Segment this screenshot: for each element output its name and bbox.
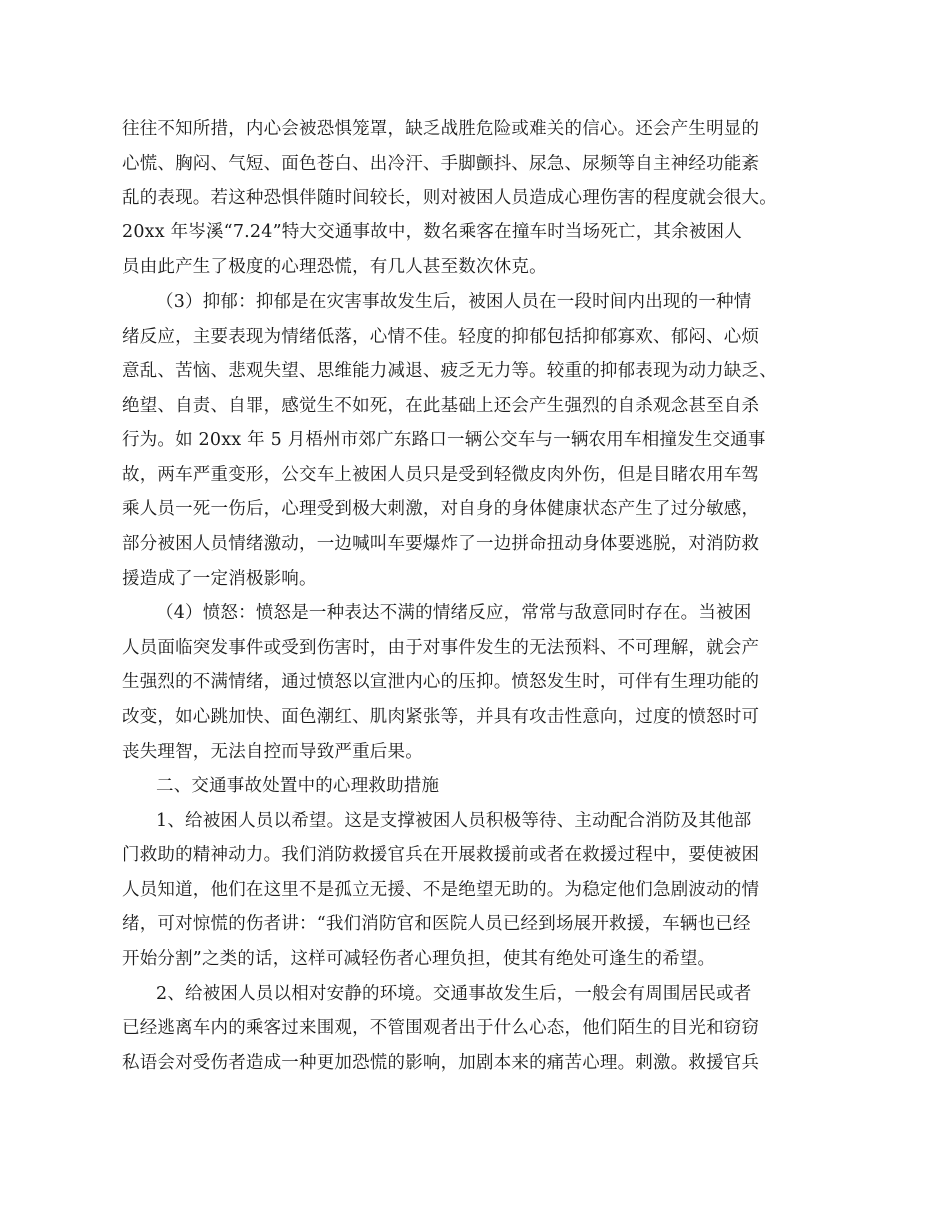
text-line: 20xx 年岑溪“7.24”特大交通事故中，数名乘客在撞车时当场死亡，其余被困人 (122, 222, 742, 242)
text-line: （3）抑郁：抑郁是在灾害事故发生后，被困人员在一段时间内出现的一种情 (156, 292, 752, 312)
text-line: 意乱、苦恼、悲观失望、思维能力减退、疲乏无力等。较重的抑郁表现为动力缺乏、 (122, 361, 777, 381)
text-line: 往往不知所措，内心会被恐惧笼罩，缺乏战胜危险或难关的信心。还会产生明显的 (122, 119, 760, 139)
text-line: 援造成了一定消极影响。 (122, 569, 317, 589)
text-line: 人员知道，他们在这里不是孤立无援、不是绝望无助的。为稳定他们急剧波动的情 (122, 880, 760, 900)
text-line: 部分被困人员情绪激动，一边喊叫车要爆炸了一边拼命扭动身体要逃脱，对消防救 (122, 534, 760, 554)
text-line: 生强烈的不满情绪，通过愤怒以宣泄内心的压抑。愤怒发生时，可伴有生理功能的 (122, 672, 760, 692)
text-line: 乱的表现。若这种恐惧伴随时间较长，则对被困人员造成心理伤害的程度就会很大。 (122, 188, 777, 208)
text-line: 故，两车严重变形，公交车上被困人员只是受到轻微皮肉外伤，但是目睹农用车驾 (122, 465, 760, 485)
text-line: 已经逃离车内的乘客过来围观，不管围观者出于什么心态，他们陌生的目光和窃窃 (122, 1018, 760, 1038)
text-line: 绝望、自责、自罪，感觉生不如死，在此基础上还会产生强烈的自杀观念甚至自杀 (122, 396, 760, 416)
text-line: （4）愤怒：愤怒是一种表达不满的情绪反应，常常与敌意同时存在。当被困 (156, 603, 752, 623)
text-line: 改变，如心跳加快、面色潮红、肌肉紧张等，并具有攻击性意向，过度的愤怒时可 (122, 707, 760, 727)
section-heading: 二、交通事故处置中的心理救助措施 (156, 776, 440, 796)
text-line: 心慌、胸闷、气短、面色苍白、出冷汗、手脚颤抖、尿急、尿频等自主神经功能紊 (122, 154, 760, 174)
text-line: 私语会对受伤者造成一种更加恐慌的影响，加剧本来的痛苦心理。刺激。救援官兵 (122, 1053, 760, 1073)
text-line: 人员面临突发事件或受到伤害时，由于对事件发生的无法预料、不可理解，就会产 (122, 638, 760, 658)
text-line: 门救助的精神动力。我们消防救援官兵在开展救援前或者在救援过程中，要使被困 (122, 845, 760, 865)
text-line: 员由此产生了极度的心理恐慌，有几人甚至数次休克。 (122, 257, 547, 277)
text-line: 2、给被困人员以相对安静的环境。交通事故发生后，一般会有周围居民或者 (156, 984, 752, 1004)
text-line: 1、给被困人员以希望。这是支撑被困人员积极等待、主动配合消防及其他部 (156, 811, 752, 831)
text-line: 绪，可对惊慌的伤者讲：“我们消防官和医院人员已经到场展开救援，车辆也已经 (122, 914, 751, 934)
text-line: 开始分割”之类的话，这样可减轻伤者心理负担，使其有绝处可逢生的希望。 (122, 949, 716, 969)
text-line: 绪反应，主要表现为情绪低落，心情不佳。轻度的抑郁包括抑郁寡欢、郁闷、心烦 (122, 327, 760, 347)
text-line: 丧失理智，无法自控而导致严重后果。 (122, 742, 423, 762)
text-line: 行为。如 20xx 年 5 月梧州市郊广东路口一辆公交车与一辆农用车相撞发生交通事 (122, 430, 766, 450)
text-line: 乘人员一死一伤后，心理受到极大刺激，对自身的身体健康状态产生了过分敏感， (122, 499, 760, 519)
